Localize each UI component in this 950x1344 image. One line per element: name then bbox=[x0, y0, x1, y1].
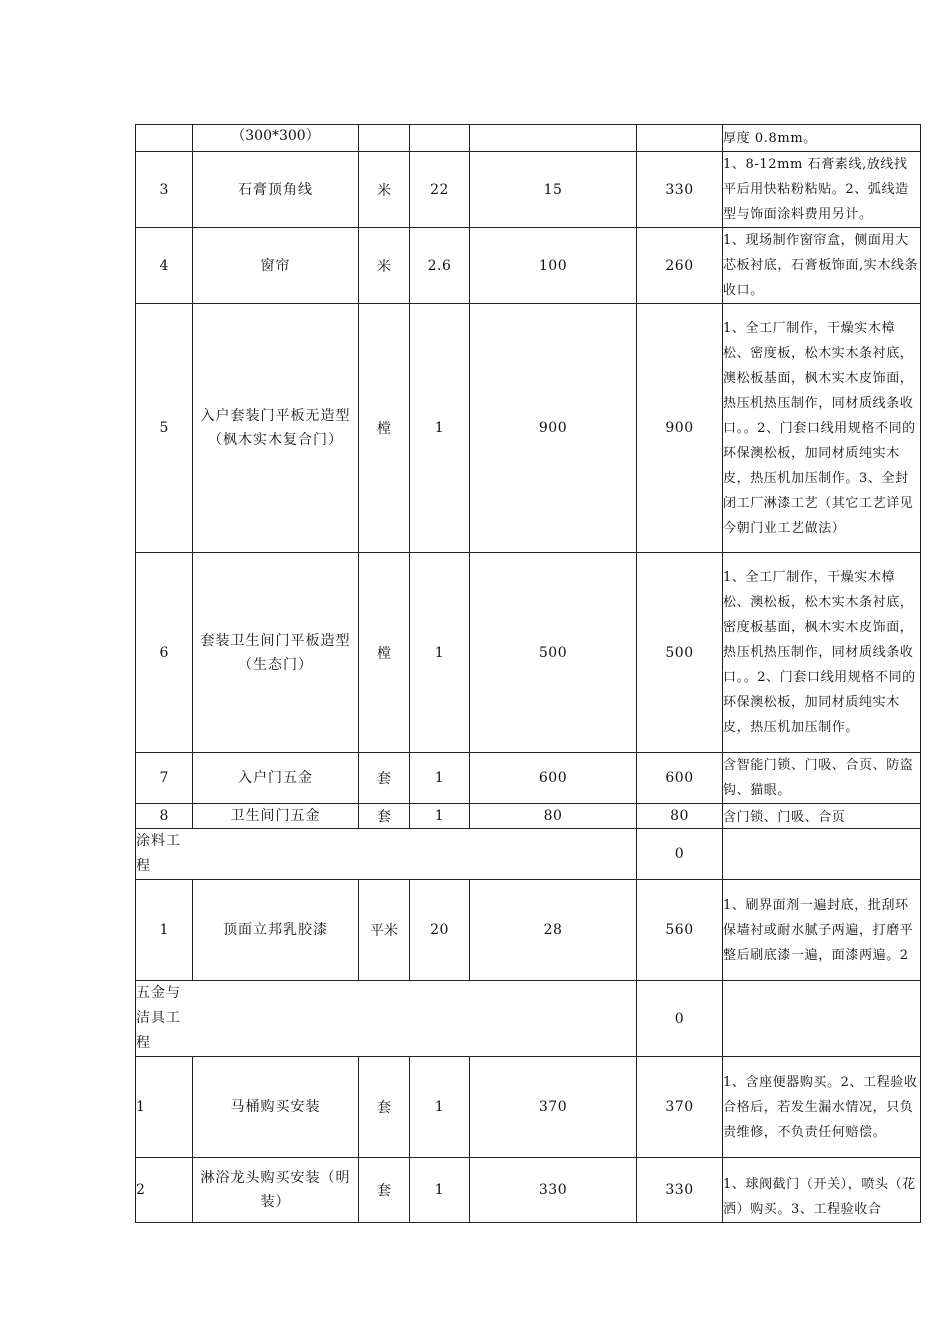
cell-no: 3 bbox=[136, 152, 193, 228]
cell-unit: 樘 bbox=[359, 553, 410, 753]
table-row bbox=[136, 553, 921, 753]
cell-unit: 米 bbox=[359, 228, 410, 304]
cell-unit: 套 bbox=[359, 1158, 410, 1223]
cell-note: 1、含座便器购买。2、工程验收合格后，若发生漏水情况，只负责维修，不负责任何赔偿。 bbox=[723, 1057, 921, 1158]
cell-total: 330 bbox=[637, 1158, 723, 1223]
cell-price: 370 bbox=[470, 1057, 637, 1158]
table-row bbox=[136, 880, 921, 981]
cell-total: 0 bbox=[637, 829, 723, 880]
cell-unit: 樘 bbox=[359, 304, 410, 553]
cell-price: 330 bbox=[470, 1158, 637, 1223]
cell-price bbox=[470, 125, 637, 152]
cell-qty: 1 bbox=[410, 1057, 470, 1158]
cell-name: 石膏顶角线 bbox=[193, 152, 359, 228]
cell-no: 2 bbox=[136, 1158, 193, 1223]
cell-no: 5 bbox=[136, 304, 193, 553]
section-title: 涂料工程 bbox=[136, 833, 181, 874]
cell-no: 8 bbox=[136, 804, 193, 829]
cell-note: 1、8-12mm 石膏素线,放线找平后用快粘粉粘贴。2、弧线造型与饰面涂料费用另计。 bbox=[723, 152, 921, 228]
quotation-table bbox=[135, 124, 921, 1223]
cell-name: 入户套装门平板无造型（枫木实木复合门） bbox=[193, 304, 359, 553]
table-row bbox=[136, 304, 921, 553]
cell-qty bbox=[410, 125, 470, 152]
cell-qty: 1 bbox=[410, 553, 470, 753]
cell-note: 1、现场制作窗帘盒，侧面用大芯板衬底，石膏板饰面,实木线条收口。 bbox=[723, 228, 921, 304]
cell-price: 900 bbox=[470, 304, 637, 553]
cell-price: 600 bbox=[470, 753, 637, 804]
cell-qty: 22 bbox=[410, 152, 470, 228]
table-row bbox=[136, 228, 921, 304]
cell-unit: 米 bbox=[359, 152, 410, 228]
cell-total: 560 bbox=[637, 880, 723, 981]
cell-price: 15 bbox=[470, 152, 637, 228]
cell-qty: 1 bbox=[410, 804, 470, 829]
cell-name: 淋浴龙头购买安装（明装） bbox=[193, 1158, 359, 1223]
cell-total: 260 bbox=[637, 228, 723, 304]
cell-no: 1 bbox=[136, 1057, 193, 1158]
cell-total: 330 bbox=[637, 152, 723, 228]
cell-name: 窗帘 bbox=[193, 228, 359, 304]
cell-qty: 1 bbox=[410, 1158, 470, 1223]
cell-no bbox=[136, 125, 193, 152]
cell-note bbox=[723, 829, 921, 880]
cell-unit: 套 bbox=[359, 753, 410, 804]
cell-total: 370 bbox=[637, 1057, 723, 1158]
cell-qty: 20 bbox=[410, 880, 470, 981]
table-row bbox=[136, 1158, 921, 1223]
cell-name: 套装卫生间门平板造型（生态门） bbox=[193, 553, 359, 753]
cell-price: 500 bbox=[470, 553, 637, 753]
cell-unit: 平米 bbox=[359, 880, 410, 981]
cell-price: 28 bbox=[470, 880, 637, 981]
table-row bbox=[136, 125, 921, 152]
section-row bbox=[136, 829, 921, 880]
cell-qty: 1 bbox=[410, 304, 470, 553]
cell-name: 马桶购买安装 bbox=[193, 1057, 359, 1158]
cell-name: 入户门五金 bbox=[193, 753, 359, 804]
cell-total: 500 bbox=[637, 553, 723, 753]
cell-total: 600 bbox=[637, 753, 723, 804]
cell-no: 1 bbox=[136, 880, 193, 981]
cell-total: 900 bbox=[637, 304, 723, 553]
cell-note: 1、刷界面剂一遍封底，批刮环保墙衬或耐水腻子两遍，打磨平整后刷底漆一遍，面漆两遍。2 bbox=[723, 880, 921, 981]
cell-qty: 2.6 bbox=[410, 228, 470, 304]
section-row bbox=[136, 981, 921, 1057]
table-row bbox=[136, 804, 921, 829]
cell-note: 厚度 0.8mm。 bbox=[723, 125, 921, 152]
cell-name: （300*300） bbox=[193, 125, 359, 152]
cell-no: 7 bbox=[136, 753, 193, 804]
cell-price: 100 bbox=[470, 228, 637, 304]
section-title: 五金与洁具工程 bbox=[136, 985, 181, 1051]
cell-total: 0 bbox=[637, 981, 723, 1057]
cell-note: 1、全工厂制作，干燥实木樟松、密度板，松木实木条衬底，澳松板基面，枫木实木皮饰面，热压机热压制作，同材质线条收口。。2、门套口线用规格不同的环保澳松板，加同材质纯实木皮，热压机加压制作。3、全封闭工厂淋漆工艺（其它工艺详见今朝门业工艺做法） bbox=[723, 304, 921, 553]
cell-qty: 1 bbox=[410, 753, 470, 804]
cell-total: 80 bbox=[637, 804, 723, 829]
table-row bbox=[136, 1057, 921, 1158]
cell-unit: 套 bbox=[359, 804, 410, 829]
cell-note: 1、球阀截门（开关），喷头（花洒）购买。3、工程验收合 bbox=[723, 1158, 921, 1223]
cell-no: 4 bbox=[136, 228, 193, 304]
cell-note bbox=[723, 981, 921, 1057]
cell-unit bbox=[359, 125, 410, 152]
cell-price: 80 bbox=[470, 804, 637, 829]
cell-note: 含智能门锁、门吸、合页、防盗钩、猫眼。 bbox=[723, 753, 921, 804]
cell-name: 顶面立邦乳胶漆 bbox=[193, 880, 359, 981]
cell-unit: 套 bbox=[359, 1057, 410, 1158]
cell-total bbox=[637, 125, 723, 152]
table-row bbox=[136, 152, 921, 228]
cell-note: 含门锁、门吸、合页 bbox=[723, 804, 921, 829]
cell-note: 1、全工厂制作，干燥实木樟松、澳松板，松木实木条衬底，密度板基面，枫木实木皮饰面，热压机热压制作，同材质线条收口。。2、门套口线用规格不同的环保澳松板，加同材质纯实木皮，热压机加压制作。 bbox=[723, 553, 921, 753]
cell-no: 6 bbox=[136, 553, 193, 753]
cell-name: 卫生间门五金 bbox=[193, 804, 359, 829]
table-row bbox=[136, 753, 921, 804]
